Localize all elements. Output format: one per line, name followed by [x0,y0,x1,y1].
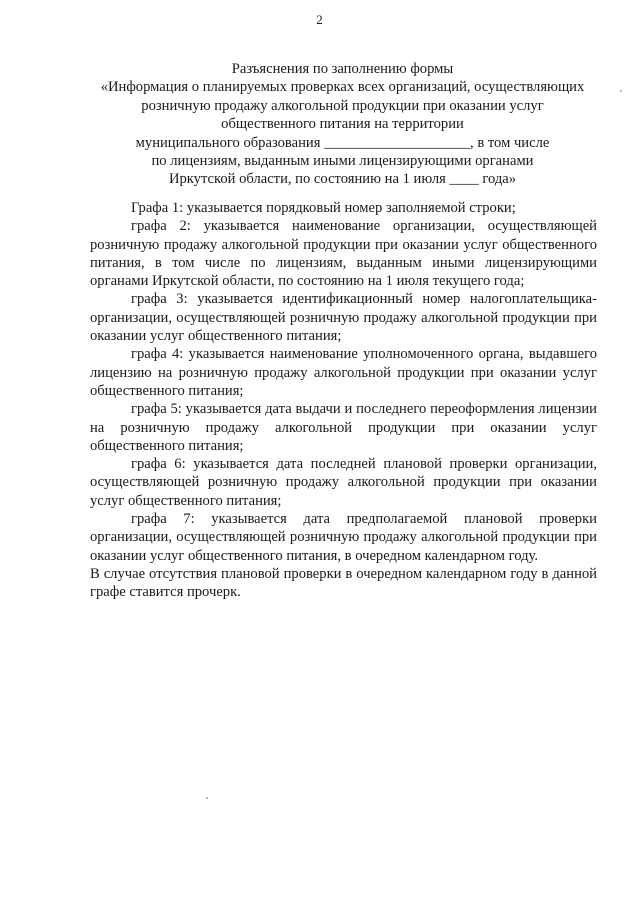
heading-line-2: «Информация о планируемых проверках всех организаций, осуществляющих [100,79,585,96]
paragraph-column-7: графа 7: указывается дата предполагаемой плановой проверки организации, осуществляющей розничную продажу алкогольной продукции при оказании услуг общественного питания, в очередном календарном году. [90,511,597,564]
scan-speck [620,90,622,92]
paragraph-column-4: графа 4: указывается наименование уполномоченного органа, выдавшего лицензию на розничную продажу алкогольной продукции при оказании услуг общественного питания; [90,346,597,399]
paragraph-column-5: графа 5: указывается дата выдачи и последнего переоформления лицензии на розничную продажу алкогольной продукции при оказании услуг общественного питания; [90,401,597,454]
paragraph-closing: В случае отсутствия плановой проверки в очередном календарном году в данной графе ставится прочерк. [90,565,597,601]
heading-line-3: розничную продажу алкогольной продукции при оказании услуг [141,97,544,114]
paragraph-column-6: графа 6: указывается дата последней плановой проверки организации, осуществляющей розничную продажу алкогольной продукции при оказании услуг общественного питания; [90,456,597,509]
paragraph-column-2: графа 2: указывается наименование организации, осуществляющей розничную продажу алкогольной продукции при оказании услуг общественного питания, в том числе по лицензиям, выданным иными лицензирующими органами Иркутской области, по состоянию на 1 июля текущего года; [90,218,597,290]
paragraph-column-3: графа 3: указывается идентификационный номер налогоплательщика-организации, осуществляющей розничную продажу алкогольной продукции при оказании услуг общественного питания; [90,291,597,345]
document-body [90,199,597,602]
page-number: 2 [316,12,323,27]
scan-speck [206,797,208,799]
heading-line-7: Иркутской области, по состоянию на 1 июля ____ года» [168,171,517,188]
document-heading [80,60,605,189]
heading-line-1: Разъяснения по заполнению формы [231,61,454,77]
heading-line-6: по лицензиям, выданным иными лицензирующими органами [151,153,534,170]
paragraph-column-1: Графа 1: указывается порядковый номер заполняемой строки; [131,200,516,216]
heading-line-5: муниципального образования ____________________, в том числе [135,134,550,151]
heading-line-4: общественного питания на территории [221,116,464,133]
